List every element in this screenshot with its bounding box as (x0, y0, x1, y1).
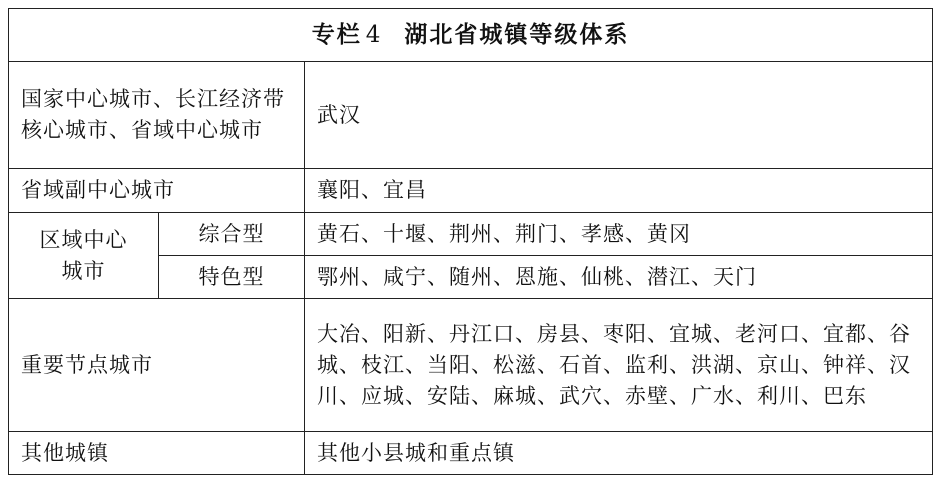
table-row (9, 299, 933, 432)
table-row (9, 432, 933, 475)
regional-value-comprehensive: 黄石、十堰、荆州、荆门、孝感、黄冈 (305, 213, 933, 256)
row-label-other: 其他城镇 (9, 432, 305, 475)
row-value-other: 其他小县城和重点镇 (305, 432, 933, 475)
row-label-national: 国家中心城市、长江经济带核心城市、省域中心城市 (9, 62, 305, 169)
title-number: 4 (365, 21, 383, 48)
table-row (9, 169, 933, 213)
title-prefix: 专栏 (311, 21, 362, 48)
regional-type-comprehensive: 综合型 (159, 213, 305, 256)
table-title (9, 9, 933, 62)
row-label-provincial-sub: 省域副中心城市 (9, 169, 305, 213)
title-text: 湖北省城镇等级体系 (404, 21, 630, 48)
city-hierarchy-table (8, 8, 933, 475)
regional-type-featured: 特色型 (159, 256, 305, 299)
title-row (9, 9, 933, 62)
row-label-regional: 区域中心城市 (9, 213, 159, 299)
regional-value-featured: 鄂州、咸宁、随州、恩施、仙桃、潜江、天门 (305, 256, 933, 299)
table-row (9, 62, 933, 169)
table-row (9, 213, 933, 256)
row-label-key-node: 重要节点城市 (9, 299, 305, 432)
row-value-key-node: 大冶、阳新、丹江口、房县、枣阳、宜城、老河口、宜都、谷城、枝江、当阳、松滋、石首、监利、洪湖、京山、钟祥、汉川、应城、安陆、麻城、武穴、赤壁、广水、利川、巴东 (305, 299, 933, 432)
row-value-national: 武汉 (305, 62, 933, 169)
row-value-provincial-sub: 襄阳、宜昌 (305, 169, 933, 213)
